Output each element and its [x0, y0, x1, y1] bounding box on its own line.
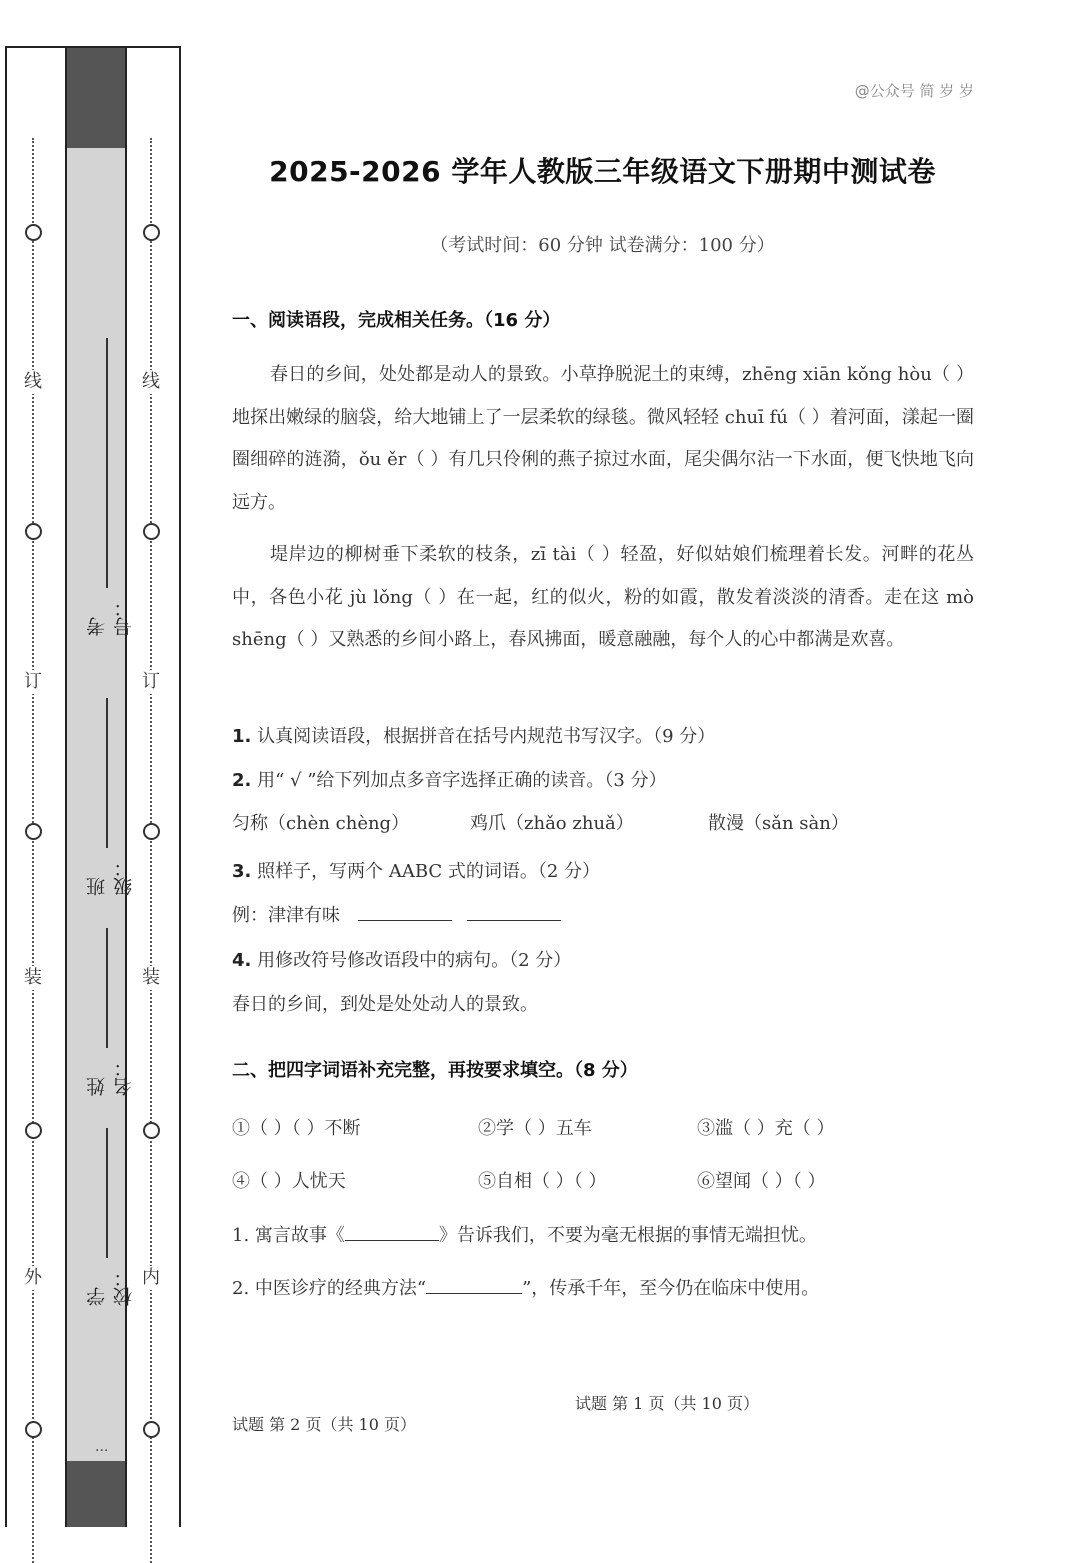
school-line — [106, 1128, 108, 1258]
question-2-text: 用“ √ ”给下列加点多音字选择正确的读音。（3 分） — [257, 770, 667, 791]
fill-2-suffix: ”，传承千年，至今仍在临床中使用。 — [522, 1278, 820, 1299]
strip-dark-top — [67, 48, 125, 148]
page-title: 2025-2026 学年人教版三年级语文下册期中测试卷 — [269, 155, 936, 188]
binding-circle — [143, 1421, 160, 1438]
inner-mark-ding: 订 — [139, 670, 163, 694]
page-footer-1: 试题 第 1 页（共 10 页） — [575, 1394, 759, 1413]
school-label: 学校： — [86, 1268, 135, 1306]
question-4-number: 4. — [232, 950, 252, 971]
question-3 — [232, 857, 600, 883]
question-4-text: 用修改符号修改语段中的病句。（2 分） — [257, 950, 572, 971]
exam-info: （考试时间：60 分钟 试卷满分：100 分） — [430, 235, 775, 256]
binding-circle — [25, 224, 42, 241]
binding-circle — [143, 523, 160, 540]
exam-number-label: 考号： — [86, 598, 135, 636]
binding-circle — [25, 1421, 42, 1438]
idiom-2[interactable]: ②学（ ）五车 — [478, 1118, 592, 1139]
binding-circle — [143, 823, 160, 840]
section-2-title: 二、把四字词语补充完整，再按要求填空。（8 分） — [232, 1060, 638, 1081]
question-3-number: 3. — [232, 861, 252, 882]
idiom-3[interactable]: ③滥（ ）充（ ） — [697, 1118, 835, 1139]
question-4 — [232, 946, 571, 972]
outer-mark-xian: 线 — [21, 370, 45, 394]
outer-mark-ding: 订 — [21, 670, 45, 694]
sick-sentence: 春日的乡间，到处是处处动人的景致。 — [232, 994, 538, 1015]
binding-circle — [25, 1122, 42, 1139]
class-line — [106, 698, 108, 848]
outer-mark-wai: 外 — [21, 1266, 45, 1290]
exam-number-line — [106, 338, 108, 588]
class-label: 班级： — [86, 858, 135, 896]
question-2 — [232, 766, 667, 792]
strip-dark-bottom — [67, 1461, 125, 1527]
fill-1-blank[interactable] — [345, 1226, 439, 1241]
outer-mark-zhuang: 装 — [21, 966, 45, 990]
example-line — [232, 901, 561, 927]
fill-2-prefix: 2. 中医诊疗的经典方法“ — [232, 1278, 427, 1299]
inner-mark-zhuang: 装 — [139, 966, 163, 990]
inner-dotted-line — [150, 138, 152, 1563]
name-line — [106, 928, 108, 1048]
idiom-6[interactable]: ⑥望闻（ ）（ ） — [697, 1171, 826, 1192]
reading-paragraph-2: 堤岸边的柳树垂下柔软的枝条，zī tài（ ）轻盈，好似姑娘们梳理着长发。河畔的花丛中，各色小花 jù lǒng（ ）在一起，红的似火，粉的如霞，散发着淡淡的清香。走在这 mò shēng（ ）又熟悉的乡间小路上，春风拂面，暖意融融，每个人的心中都满是欢喜。 — [232, 544, 974, 650]
fill-1-suffix: 》告诉我们，不要为毫无根据的事情无端担忧。 — [438, 1225, 817, 1246]
inner-mark-nei: 内 — [139, 1266, 163, 1290]
binding-circle — [25, 823, 42, 840]
binding-circle — [143, 224, 160, 241]
watermark: @公众号 简 岁 岁 — [854, 82, 974, 100]
question-1-number: 1. — [232, 726, 252, 747]
answer-blank[interactable] — [467, 906, 561, 921]
fill-question-2 — [232, 1274, 819, 1300]
idiom-1[interactable]: ①（ ）（ ）不断 — [232, 1118, 361, 1139]
idiom-5[interactable]: ⑤自相（ ）（ ） — [478, 1171, 607, 1192]
question-3-text: 照样子，写两个 AABC 式的词语。（2 分） — [257, 861, 601, 882]
section-1-title: 一、阅读语段，完成相关任务。（16 分） — [232, 310, 561, 331]
idiom-4[interactable]: ④（ ）人忧天 — [232, 1171, 346, 1192]
polyphone-3[interactable]: 散漫（sǎn sàn） — [708, 813, 849, 834]
question-1 — [232, 722, 715, 748]
polyphone-2[interactable]: 鸡爪（zhǎo zhuǎ） — [470, 813, 634, 834]
fill-1-prefix: 1. 寓言故事《 — [232, 1225, 345, 1246]
page-footer-2: 试题 第 2 页（共 10 页） — [232, 1415, 416, 1434]
strip-dots: ... — [95, 1439, 109, 1455]
reading-paragraph-1: 春日的乡间，处处都是动人的景致。小草挣脱泥土的束缚，zhēng xiān kǒng hòu（ ）地探出嫩绿的脑袋，给大地铺上了一层柔软的绿毯。微风轻轻 chuī fú（ ）着河面，漾起一圈圈细碎的涟漪，ǒu ěr（ ）有几只伶俐的燕子掠过水面，尾尖偶尔沾一下水面，便飞快地飞向远方。 — [232, 364, 974, 513]
fill-question-1 — [232, 1221, 817, 1247]
fill-2-blank[interactable] — [426, 1279, 522, 1294]
answer-blank[interactable] — [358, 906, 452, 921]
polyphone-1[interactable]: 匀称（chèn chèng） — [232, 813, 410, 834]
binding-circle — [25, 523, 42, 540]
question-2-number: 2. — [232, 770, 252, 791]
binding-margin — [5, 46, 181, 1527]
name-label: 姓名： — [86, 1058, 135, 1096]
example-label: 例：津津有味 — [232, 905, 340, 926]
inner-mark-xian: 线 — [139, 370, 163, 394]
outer-dotted-line — [32, 138, 34, 1563]
binding-circle — [143, 1122, 160, 1139]
question-1-text: 认真阅读语段，根据拼音在括号内规范书写汉字。（9 分） — [257, 726, 716, 747]
